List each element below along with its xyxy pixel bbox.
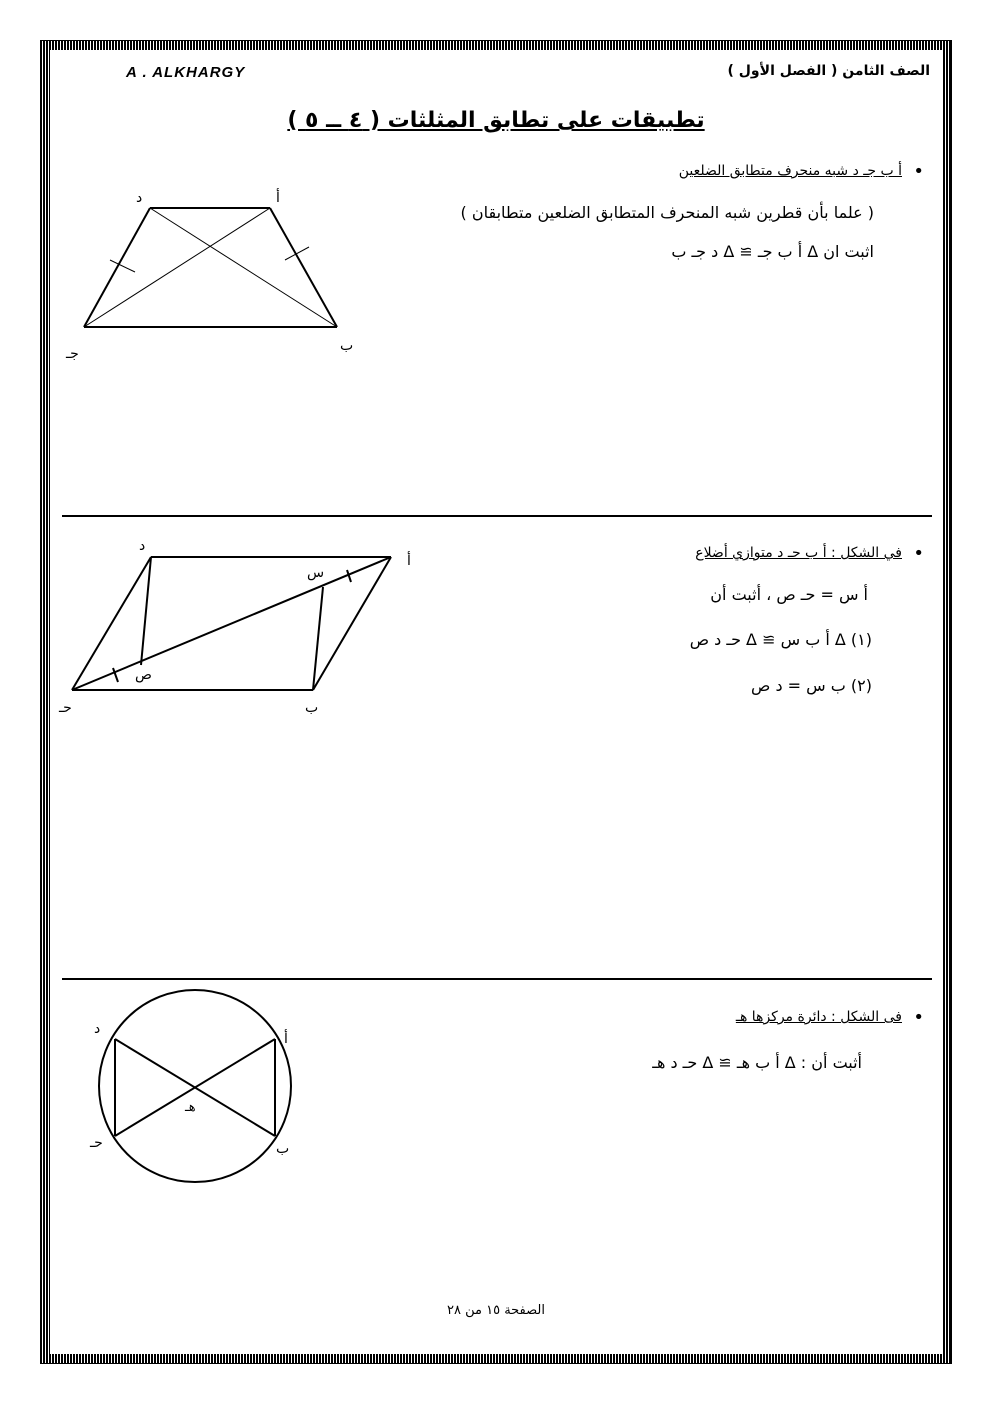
separator-1	[62, 515, 932, 517]
trapezoid-side-dc	[84, 208, 150, 327]
grade-label: الصف الثامن ( الفصل الأول )	[727, 63, 930, 79]
page-title: تطبيقات على تطابق المثلثات ( ٤ ــ ٥ )	[287, 108, 705, 133]
circle-figure	[80, 985, 320, 1195]
author-name: A . ALKHARGY	[126, 64, 246, 81]
label-b: ب	[276, 1141, 290, 1157]
page-number: الصفحة ١٥ من ٢٨	[447, 1303, 545, 1318]
problem3-statement: • فى الشكل : دائرة مركزها هـ	[736, 1009, 902, 1025]
problem1-statement: • أ ب جـ د شبه منحرف متطابق الضلعين	[679, 163, 902, 179]
problem1-note: ( علما بأن قطرين شبه المنحرف المتطابق الضلعين متطابقان )	[460, 203, 874, 222]
label-a: أ	[276, 190, 280, 206]
circle	[99, 990, 291, 1182]
label-d: د	[139, 538, 146, 554]
label-d: د	[136, 190, 143, 206]
tick-mark-left	[110, 260, 135, 272]
parallelogram-diagonal-ac	[72, 557, 391, 690]
label-b: ب	[305, 700, 319, 716]
parallelogram-side-ab	[313, 557, 391, 690]
label-p: ص	[135, 667, 152, 683]
label-a: أ	[284, 1031, 288, 1047]
label-e: هـ	[185, 1100, 196, 1115]
label-a: أ	[407, 553, 411, 569]
problem2-part2: (٢) ب س = د ص	[751, 676, 872, 695]
label-s: س	[307, 565, 325, 581]
problem1-prove: اثبت ان Δ أ ب جـ ≅ Δ د جـ ب	[671, 242, 874, 261]
problem2-part1: (١) Δ أ ب س ≅ Δ حـ د ص	[689, 630, 872, 649]
parallelogram-figure	[55, 530, 425, 720]
trapezoid-diagonal-db	[150, 208, 337, 327]
label-c: حـ	[90, 1135, 103, 1151]
trapezoid-diagonal-ac	[84, 208, 270, 327]
problem3-prove: أثبت أن : Δ أ ب هـ ≅ Δ حـ د هـ	[652, 1053, 862, 1072]
label-c: جـ	[66, 346, 79, 362]
label-c: حـ	[59, 700, 72, 716]
label-d: د	[94, 1021, 101, 1037]
trapezoid-figure	[60, 180, 380, 370]
problem2-given: أ س = حـ ص ، أثبت أن	[710, 585, 868, 604]
trapezoid-side-ab	[270, 208, 337, 327]
separator-2	[62, 978, 932, 980]
tick-mark-right	[285, 247, 309, 260]
problem2-statement: • في الشكل : أ ب حـ د متوازي أضلاع	[695, 545, 902, 561]
label-b: ب	[340, 338, 354, 354]
